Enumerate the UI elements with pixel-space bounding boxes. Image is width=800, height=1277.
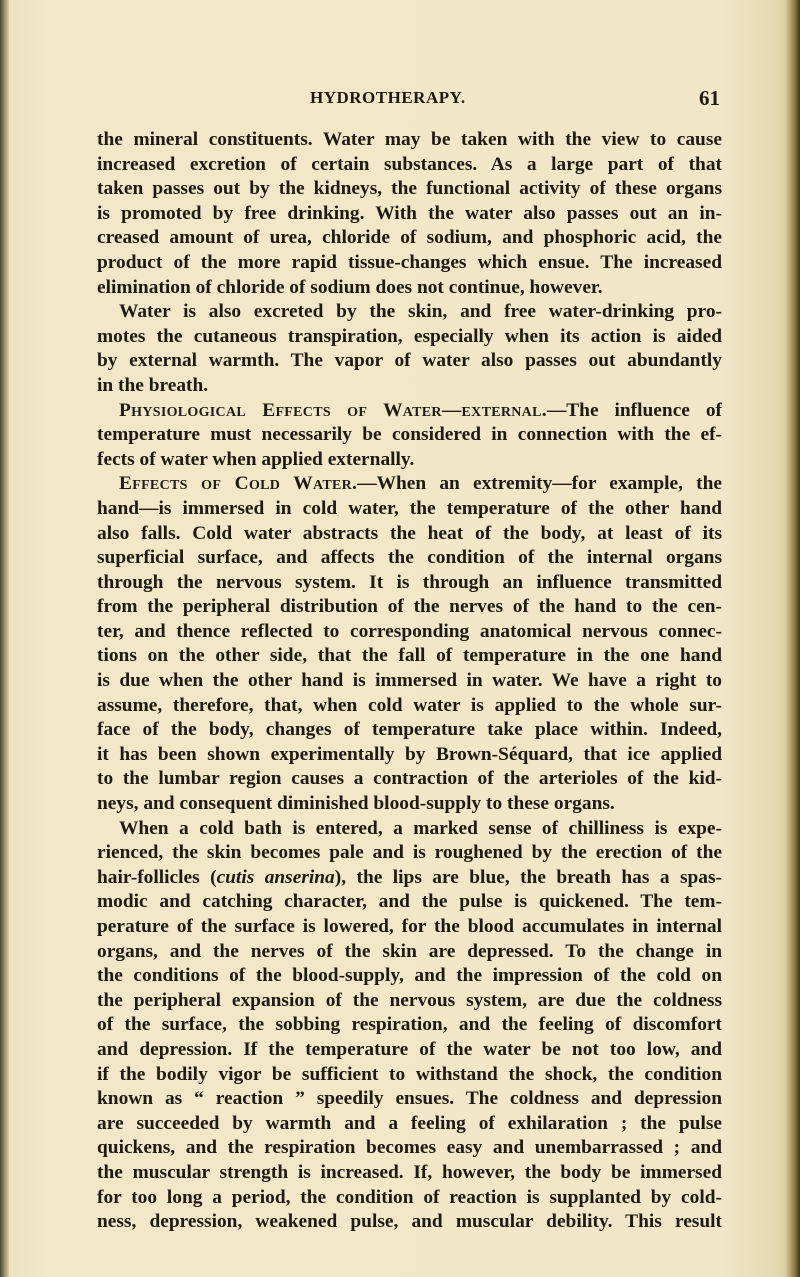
text-line: temperature must necessarily be considered in connection with the ef- [97, 424, 722, 446]
text-line: creased amount of urea, chloride of sodium, and phosphoric acid, the [97, 227, 722, 249]
running-head-title: HYDROTHERAPY. [310, 88, 466, 107]
text-line: elimination of chloride of sodium does not continue, however. [97, 276, 603, 298]
text-line: ter, and thence reflected to corresponding anatomical nervous connec- [97, 620, 722, 642]
text-line: for too long a period, the condition of reaction is supplanted by cold- [97, 1186, 722, 1208]
text-line: is promoted by free drinking. With the water also passes out an in- [97, 202, 722, 224]
text-line: it has been shown experimentally by Brown-Séquard, that ice applied [97, 743, 722, 765]
section-heading-external: Physiological Effects of Water—external. [119, 399, 547, 421]
text-line: ness, depression, weakened pulse, and muscular debility. This result [97, 1211, 722, 1233]
text-line: tions on the other side, that the fall of temperature in the one hand [97, 645, 722, 667]
text-line: the conditions of the blood-supply, and the impression of the cold on [97, 965, 722, 987]
text-line: increased excretion of certain substances. As a large part of that [97, 153, 722, 175]
text-line: known as “ reaction ” speedily ensues. The coldness and depression [97, 1088, 722, 1110]
text-line: and depression. If the temperature of the water be not too low, and [97, 1038, 722, 1060]
text-line: is due when the other hand is immersed in water. We have a right to [97, 670, 722, 692]
section-heading-cold-water: Effects of Cold Water. [119, 473, 358, 495]
section-heading-line: Effects of Cold Water.—When an extremity—for example, the [119, 473, 723, 495]
text-line: Water is also excreted by the skin, and free water-drinking pro- [119, 301, 722, 323]
text-line: modic and catching character, and the pulse is quickened. The tem- [97, 891, 722, 913]
text-line: from the peripheral distribution of the nerves of the hand to the cen- [97, 596, 722, 618]
page-number: 61 [699, 86, 720, 110]
italic-term: cutis anserina [216, 866, 335, 888]
text-line: rienced, the skin becomes pale and is roughened by the erection of the [97, 842, 722, 864]
text-line: neys, and consequent diminished blood-supply to these organs. [97, 793, 615, 815]
text-line: When a cold bath is entered, a marked sense of chilliness is expe- [119, 817, 722, 839]
text-line: superficial surface, and affects the condition of the internal organs [97, 547, 722, 569]
text-line: the muscular strength is increased. If, however, the body be immersed [97, 1161, 722, 1183]
text-line: taken passes out by the kidneys, the functional activity of these organs [97, 178, 722, 200]
text-line: product of the more rapid tissue-changes which ensue. The increased [97, 251, 722, 273]
running-head [310, 88, 720, 112]
text-line: face of the body, changes of temperature take place within. Indeed, [97, 719, 722, 741]
text-line: hand—is immersed in cold water, the temperature of the other hand [97, 497, 722, 519]
text-line: by external warmth. The vapor of water also passes out abundantly [97, 350, 722, 372]
text-line: also falls. Cold water abstracts the heat of the body, at least of its [97, 522, 722, 544]
text-line: motes the cutaneous transpiration, especially when its action is aided [97, 325, 722, 347]
text-line: through the nervous system. It is through an influence transmitted [97, 571, 722, 593]
page-right-edge [786, 0, 800, 1277]
text-line: assume, therefore, that, when cold water is applied to the whole sur- [97, 694, 722, 716]
text-line: quickens, and the respiration becomes easy and unembarrassed ; and [97, 1137, 722, 1159]
text-line: perature of the surface is lowered, for the blood accumulates in internal [97, 916, 722, 937]
text-line: hair-follicles (cutis anserina), the lips are blue, the breath has a spas- [97, 866, 722, 888]
text-line: are succeeded by warmth and a feeling of exhilaration ; the pulse [97, 1112, 722, 1134]
body-text [97, 128, 722, 1235]
text-line: organs, and the nerves of the skin are depressed. To the change in [97, 940, 722, 962]
text-line: the peripheral expansion of the nervous system, are due the coldness [97, 989, 722, 1011]
text-line: to the lumbar region causes a contraction of the arterioles of the kid- [97, 768, 722, 790]
section-heading-line: Physiological Effects of Water—external.—The influence of [119, 399, 722, 421]
page-left-edge [0, 0, 9, 1277]
text-line: of the surface, the sobbing respiration, and the feeling of discomfort [97, 1014, 722, 1036]
text-line: in the breath. [97, 374, 209, 396]
text-line: if the bodily vigor be sufficient to withstand the shock, the condition [97, 1063, 722, 1085]
text-line: the mineral constituents. Water may be taken with the view to cause [97, 129, 722, 150]
text-line: fects of water when applied externally. [97, 448, 415, 470]
